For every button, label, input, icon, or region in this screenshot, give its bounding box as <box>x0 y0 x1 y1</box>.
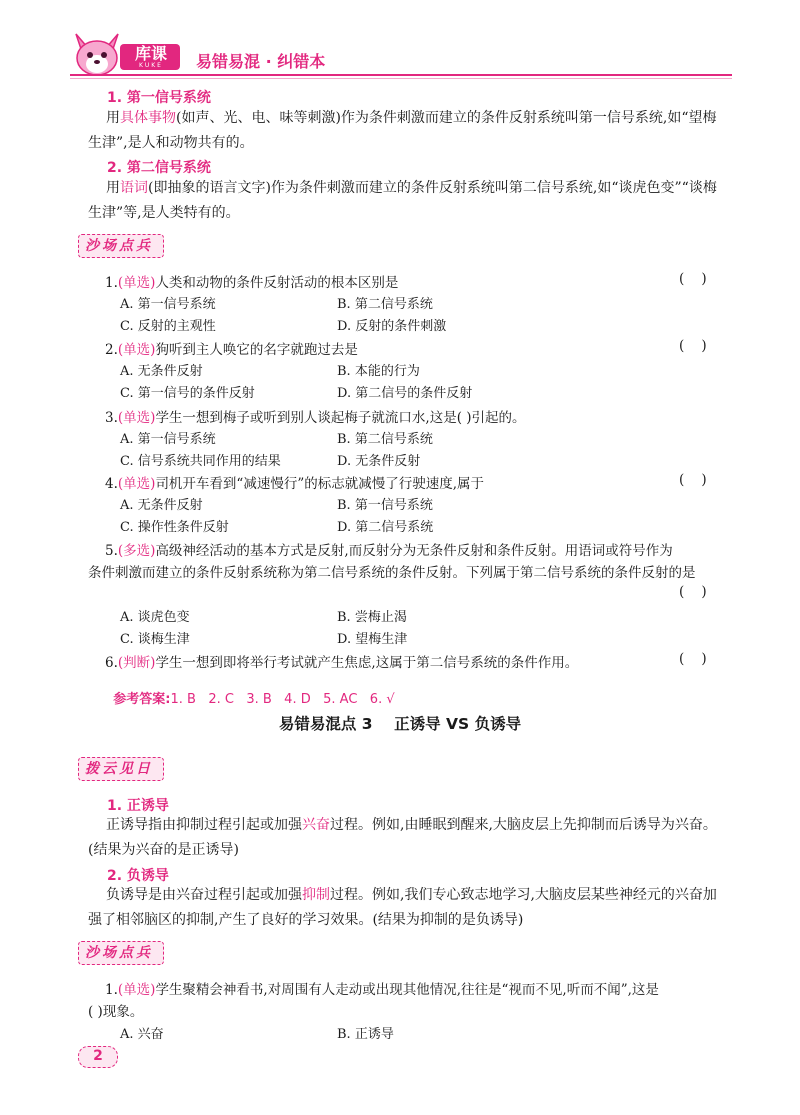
option-c: C. 操作性条件反射 <box>120 520 229 535</box>
item-title-positive-induction: 1. 正诱导 <box>107 798 169 814</box>
question-4: 4.(单选)司机开车看到“减速慢行”的标志就减慢了行驶速度,属于 <box>105 476 485 492</box>
header <box>0 0 800 80</box>
option-a: A. 兴奋 <box>120 1027 164 1042</box>
answer-paren: ( ) <box>679 651 707 667</box>
question-5-line-2: 条件刺激而建立的条件反射系统称为第二信号系统的条件反射。下列属于第二信号系统的条件反射的是 <box>88 565 696 581</box>
question-5: 5.(多选)高级神经活动的基本方式是反射,而反射分为无条件反射和条件反射。用语词或符号作为 <box>105 543 673 559</box>
header-rule-thin <box>70 78 732 79</box>
option-b: B. 正诱导 <box>337 1027 394 1042</box>
answer-key <box>105 673 395 707</box>
option-b: B. 本能的行为 <box>337 364 420 379</box>
practice-tag: 沙场点兵 <box>78 941 164 965</box>
option-a: A. 第一信号系统 <box>120 297 216 312</box>
option-c: C. 谈梅生津 <box>120 632 190 647</box>
option-d: D. 望梅生津 <box>337 632 408 647</box>
item-text-negative-induction: 负诱导是由兴奋过程引起或加强抑制过程。例如,我们专心致志地学习,大脑皮层某些神经元的兴奋加强了相邻脑区的抑制,产生了良好的学习效果。(结果为抑制的是负诱导) <box>88 887 717 928</box>
practice-tag: 沙场点兵 <box>78 234 164 258</box>
clarify-tag: 拨云见日 <box>78 757 164 781</box>
header-title: 易错易混 · 纠错本 <box>196 52 326 71</box>
highlight-term: 语词 <box>120 180 148 196</box>
option-b: B. 第二信号系统 <box>337 432 433 447</box>
answer-paren: ( ) <box>679 271 707 287</box>
option-b: B. 尝梅止渴 <box>337 610 407 625</box>
item-title-second-signal: 2. 第二信号系统 <box>107 160 211 176</box>
section-heading: 易错易混点 3 正诱导 VS 负诱导 <box>278 715 522 733</box>
question-1: 1.(单选)学生聚精会神看书,对周围有人走动或出现其他情况,往往是“视而不见,听而不闻”,这是 <box>105 982 659 998</box>
item-title-negative-induction: 2. 负诱导 <box>107 868 169 884</box>
highlight-term: 抑制 <box>302 887 330 903</box>
option-a: A. 无条件反射 <box>120 364 203 379</box>
option-a: A. 谈虎色变 <box>120 610 190 625</box>
question-3: 3.(单选)学生一想到梅子或听到别人谈起梅子就流口水,这是( )引起的。 <box>105 410 526 426</box>
question-2: 2.(单选)狗听到主人唤它的名字就跑过去是 <box>105 342 358 358</box>
brand-name: 库课 <box>134 44 167 63</box>
header-rule <box>70 74 732 76</box>
question-6: 6.(判断)学生一想到即将举行考试就产生焦虑,这属于第二信号系统的条件作用。 <box>105 655 579 671</box>
question-1-line-2: ( )现象。 <box>88 1004 144 1020</box>
answer-key-label: 参考答案: <box>113 692 171 707</box>
answer-paren: ( ) <box>679 338 707 354</box>
option-c: C. 信号系统共同作用的结果 <box>120 454 281 469</box>
item-text-second-signal: 用语词(即抽象的语言文字)作为条件刺激而建立的条件反射系统叫第二信号系统,如“谈虎色变”“谈梅生津”等,是人类特有的。 <box>88 180 717 221</box>
question-1: 1.(单选)人类和动物的条件反射活动的根本区别是 <box>105 275 399 291</box>
brand-sub: KUKE <box>139 62 163 69</box>
answer-paren: ( ) <box>679 584 707 600</box>
page-number: 2 <box>93 1048 103 1064</box>
option-b: B. 第一信号系统 <box>337 498 433 513</box>
option-d: D. 第二信号的条件反射 <box>337 386 473 401</box>
option-c: C. 反射的主观性 <box>120 319 216 334</box>
highlight-term: 兴奋 <box>302 817 330 833</box>
option-b: B. 第二信号系统 <box>337 297 433 312</box>
option-a: A. 无条件反射 <box>120 498 203 513</box>
highlight-term: 具体事物 <box>120 110 176 126</box>
option-d: D. 反射的条件刺激 <box>337 319 447 334</box>
option-d: D. 无条件反射 <box>337 454 421 469</box>
answer-paren: ( ) <box>679 472 707 488</box>
option-d: D. 第二信号系统 <box>337 520 434 535</box>
item-text-positive-induction: 正诱导指由抑制过程引起或加强兴奋过程。例如,由睡眠到醒来,大脑皮层上先抑制而后诱导为兴奋。(结果为兴奋的是正诱导) <box>88 817 717 858</box>
item-text-first-signal: 用具体事物(如声、光、电、味等刺激)作为条件刺激而建立的条件反射系统叫第一信号系统,如“望梅生津”,是人和动物共有的。 <box>88 110 717 151</box>
mascot-logo-icon <box>68 28 126 80</box>
option-c: C. 第一信号的条件反射 <box>120 386 255 401</box>
item-title-first-signal: 1. 第一信号系统 <box>107 90 211 106</box>
answer-key-values: 1. B 2. C 3. B 4. D 5. AC 6. √ <box>170 692 395 707</box>
option-a: A. 第一信号系统 <box>120 432 216 447</box>
